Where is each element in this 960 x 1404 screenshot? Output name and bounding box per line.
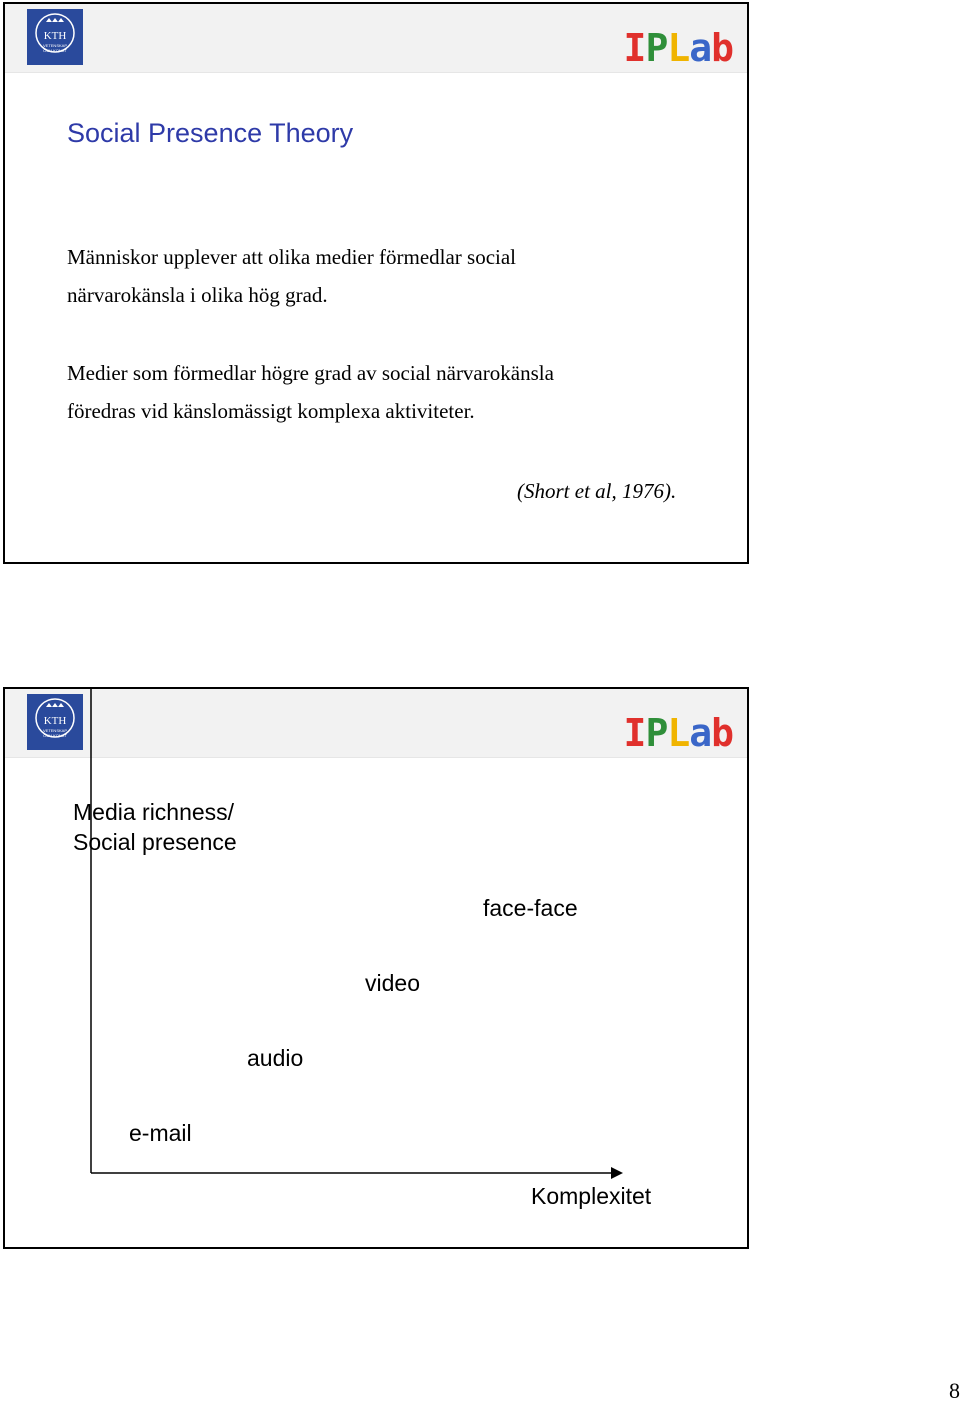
citation: (Short et al, 1976). — [517, 479, 677, 503]
graph-point-video: video — [365, 970, 420, 996]
slide-header — [5, 4, 747, 73]
svg-text:KTH: KTH — [43, 30, 67, 42]
iplab-letter: a — [689, 26, 712, 70]
iplab-letter: b — [711, 711, 733, 755]
paragraph-perception — [67, 238, 516, 314]
paragraph-line: föredras vid känslomässigt komplexa aktiviteter. — [67, 399, 475, 423]
iplab-letter: I — [623, 711, 646, 755]
svg-text:VETENSKAP: VETENSKAP — [42, 43, 68, 48]
graph-point-face-face: face-face — [483, 895, 578, 921]
y-axis-label-line: Social presence — [73, 829, 237, 855]
graph-point-e-mail: e-mail — [129, 1120, 192, 1146]
iplab-letter: P — [645, 26, 668, 70]
paragraph-line: Medier som förmedlar högre grad av social närvarokänsla — [67, 361, 554, 385]
svg-text:KTH: KTH — [43, 715, 67, 727]
svg-text:OCH KONST: OCH KONST — [43, 48, 67, 53]
paragraph-line: närvarokänsla i olika hög grad. — [67, 283, 328, 307]
page-number: 8 — [949, 1378, 960, 1403]
slide-social-presence-theory — [3, 2, 749, 564]
kth-logo-graphic — [27, 9, 83, 65]
x-axis-label: Komplexitet — [531, 1183, 652, 1209]
iplab-logo — [624, 28, 733, 68]
kth-logo — [27, 9, 83, 65]
iplab-letter: b — [711, 26, 733, 70]
slide-media-richness-graph — [3, 687, 749, 1249]
paragraph-line: Människor upplever att olika medier förmedlar social — [67, 245, 517, 269]
svg-text:VETENSKAP: VETENSKAP — [42, 728, 68, 733]
slide-title: Social Presence Theory — [67, 118, 354, 148]
paragraph-preference — [67, 354, 554, 430]
iplab-letter: I — [623, 26, 646, 70]
graph-point-audio: audio — [247, 1045, 304, 1071]
iplab-letter: a — [689, 711, 712, 755]
iplab-letter: P — [645, 711, 668, 755]
iplab-letter: L — [667, 26, 690, 70]
svg-text:OCH KONST: OCH KONST — [43, 733, 67, 738]
iplab-letter: L — [667, 711, 690, 755]
y-axis-label-line: Media richness/ — [73, 799, 235, 825]
